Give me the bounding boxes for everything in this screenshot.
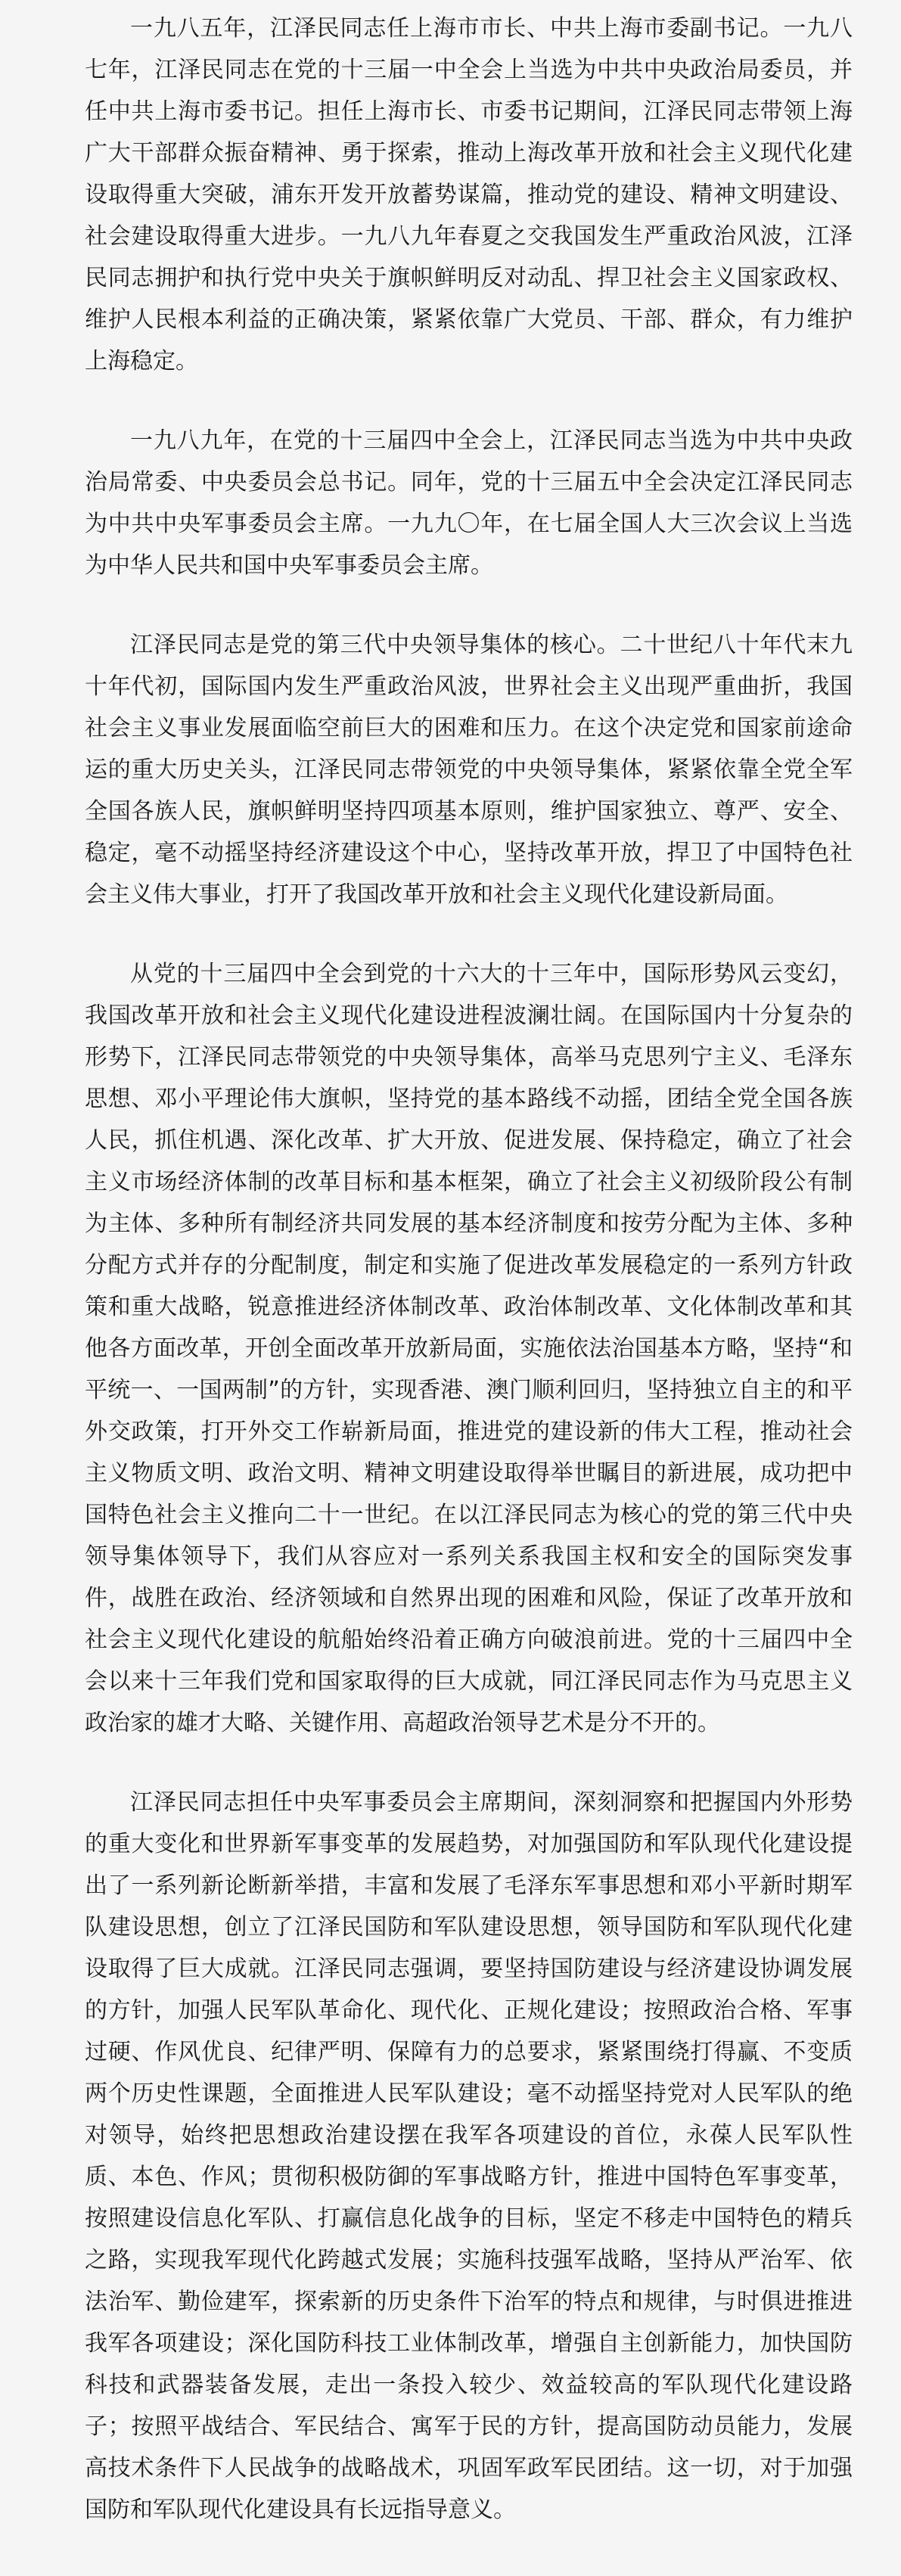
paragraph: 一九八五年，江泽民同志任上海市市长、中共上海市委副书记。一九八七年，江泽民同志在党的十三届一中全会上当选为中共中央政治局委员，并任中共上海市委书记。担任上海市长、市委书记期间，江泽民同志带领上海广大干部群众振奋精神、勇于探索，推动上海改革开放和社会主义现代化建设取得重大突破，浦东开发开放蓄势谋篇，推动党的建设、精神文明建设、社会建设取得重大进步。一九八九年春夏之交我国发生严重政治风波，江泽民同志拥护和执行党中央关于旗帜鲜明反对动乱、捍卫社会主义国家政权、维护人民根本利益的正确决策，紧紧依靠广大党员、干部、群众，有力维护上海稳定。 [85, 15, 853, 374]
paragraph: 江泽民同志是党的第三代中央领导集体的核心。二十世纪八十年代末九十年代初，国际国内发生严重政治风波，世界社会主义出现严重曲折，我国社会主义事业发展面临空前巨大的困难和压力。在这个决定党和国家前途命运的重大历史关头，江泽民同志带领党的中央领导集体，紧紧依靠全党全军全国各族人民，旗帜鲜明坚持四项基本原则，维护国家独立、尊严、安全、稳定，毫不动摇坚持经济建设这个中心，坚持改革开放，捍卫了中国特色社会主义伟大事业，打开了我国改革开放和社会主义现代化建设新局面。 [85, 632, 853, 908]
paragraph: 江泽民同志担任中央军事委员会主席期间，深刻洞察和把握国内外形势的重大变化和世界新军事变革的发展趋势，对加强国防和军队现代化建设提出了一系列新论断新举措，丰富和发展了毛泽东军事思想和邓小平新时期军队建设思想，创立了江泽民国防和军队建设思想，领导国防和军队现代化建设取得了巨大成就。江泽民同志强调，要坚持国防建设与经济建设协调发展的方针，加强人民军队革命化、现代化、正规化建设；按照政治合格、军事过硬、作风优良、纪律严明、保障有力的总要求，紧紧围绕打得赢、不变质两个历史性课题，全面推进人民军队建设；毫不动摇坚持党对人民军队的绝对领导，始终把思想政治建设摆在我军各项建设的首位，永葆人民军队性质、本色、作风；贯彻积极防御的军事战略方针，推进中国特色军事变革，按照建设信息化军队、打赢信息化战争的目标，坚定不移走中国特色的精兵之路，实现我军现代化跨越式发展；实施科技强军战略，坚持从严治军、依法治军、勤俭建军，探索新的历史条件下治军的特点和规律，与时俱进推进我军各项建设；深化国防科技工业体制改革，增强自主创新能力，加快国防科技和武器装备发展，走出一条投入较少、效益较高的军队现代化建设路子；按照平战结合、军民结合、寓军于民的方针，提高国防动员能力，发展高技术条件下人民战争的战略战术，巩固军政军民团结。这一切，对于加强国防和军队现代化建设具有长远指导意义。 [85, 1789, 853, 2523]
paragraph: 一九八九年，在党的十三届四中全会上，江泽民同志当选为中共中央政治局常委、中央委员会总书记。同年，党的十三届五中全会决定江泽民同志为中共中央军事委员会主席。一九九〇年，在七届全国人大三次会议上当选为中华人民共和国中央军事委员会主席。 [85, 427, 853, 579]
article-body [85, 8, 853, 2531]
paragraph: 从党的十三届四中全会到党的十六大的十三年中，国际形势风云变幻，我国改革开放和社会主义现代化建设进程波澜壮阔。在国际国内十分复杂的形势下，江泽民同志带领党的中央领导集体，高举马克思列宁主义、毛泽东思想、邓小平理论伟大旗帜，坚持党的基本路线不动摇，团结全党全国各族人民，抓住机遇、深化改革、扩大开放、促进发展、保持稳定，确立了社会主义市场经济体制的改革目标和基本框架，确立了社会主义初级阶段公有制为主体、多种所有制经济共同发展的基本经济制度和按劳分配为主体、多种分配方式并存的分配制度，制定和实施了促进改革发展稳定的一系列方针政策和重大战略，锐意推进经济体制改革、政治体制改革、文化体制改革和其他各方面改革，开创全面改革开放新局面，实施依法治国基本方略，坚持“和平统一、一国两制”的方针，实现香港、澳门顺利回归，坚持独立自主的和平外交政策，打开外交工作崭新局面，推进党的建设新的伟大工程，推动社会主义物质文明、政治文明、精神文明建设取得举世瞩目的新进展，成功把中国特色社会主义推向二十一世纪。在以江泽民同志为核心的党的第三代中央领导集体领导下，我们从容应对一系列关系我国主权和安全的国际突发事件，战胜在政治、经济领域和自然界出现的困难和风险，保证了改革开放和社会主义现代化建设的航船始终沿着正确方向破浪前进。党的十三届四中全会以来十三年我们党和国家取得的巨大成就，同江泽民同志作为马克思主义政治家的雄才大略、关键作用、高超政治领导艺术是分不开的。 [85, 961, 853, 1736]
